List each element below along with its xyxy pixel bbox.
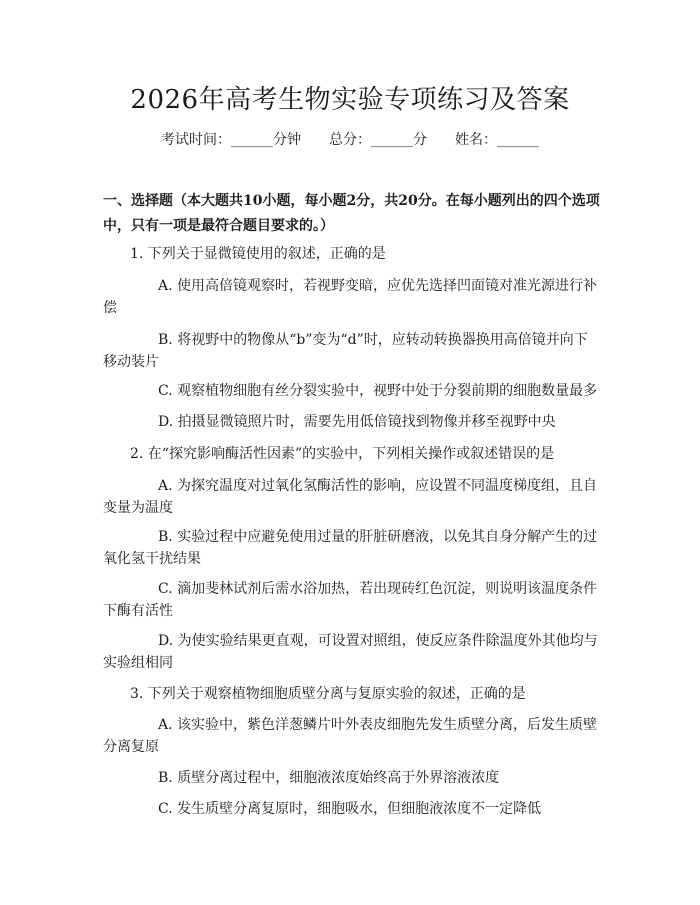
question-option: C. 观察植物细胞有丝分裂实验中，视野中处于分裂前期的细胞数量最多 — [158, 383, 598, 399]
question-option: A. 使用高倍镜观察时，若视野变暗，应优先选择凹面镜对准光源进行补偿 — [103, 278, 598, 316]
question-option: A. 为探究温度对过氧化氢酶活性的影响，应设置不同温度梯度组，且自变量为温度 — [103, 478, 598, 516]
exam-time-field: 考试时间：______分钟 — [161, 132, 301, 148]
exam-meta — [0, 130, 700, 150]
total-score-field: 总分：______分 — [329, 132, 427, 148]
question-stem: 2. 在“探究影响酶活性因素”的实验中，下列相关操作或叙述错误的是 — [130, 446, 555, 462]
question-option: D. 为使实验结果更直观，可设置对照组，使反应条件除温度外其他均与实验组相同 — [103, 633, 598, 671]
question-option: A. 该实验中，紫色洋葱鳞片叶外表皮细胞先发生质壁分离，后发生质壁分离复原 — [103, 717, 598, 755]
question-option: B. 将视野中的物像从“b”变为“d”时，应转动转换器换用高倍镜并向下移动装片 — [103, 332, 588, 370]
question-stem: 3. 下列关于观察植物细胞质壁分离与复原实验的叙述，正确的是 — [130, 686, 526, 702]
question-option: B. 质壁分离过程中，细胞液浓度始终高于外界溶液浓度 — [158, 770, 500, 786]
question-option: D. 拍摄显微镜照片时，需要先用低倍镜找到物像并移至视野中央 — [158, 414, 556, 430]
section-heading: 一、选择题（本大题共10小题，每小题2分，共20分。在每小题列出的四个选项中，只有一项是最符合题目要求的。） — [103, 193, 600, 234]
question-option: C. 发生质壁分离复原时，细胞吸水，但细胞液浓度不一定降低 — [158, 801, 542, 817]
page-title: 2026年高考生物实验专项练习及答案 — [130, 85, 570, 115]
student-name-field: 姓名：______ — [455, 132, 539, 148]
question-stem: 1. 下列关于显微镜使用的叙述，正确的是 — [130, 246, 386, 262]
question-option: B. 实验过程中应避免使用过量的肝脏研磨液，以免其自身分解产生的过氧化氢干扰结果 — [103, 529, 598, 567]
question-option: C. 滴加斐林试剂后需水浴加热，若出现砖红色沉淀，则说明该温度条件下酶有活性 — [103, 581, 598, 619]
